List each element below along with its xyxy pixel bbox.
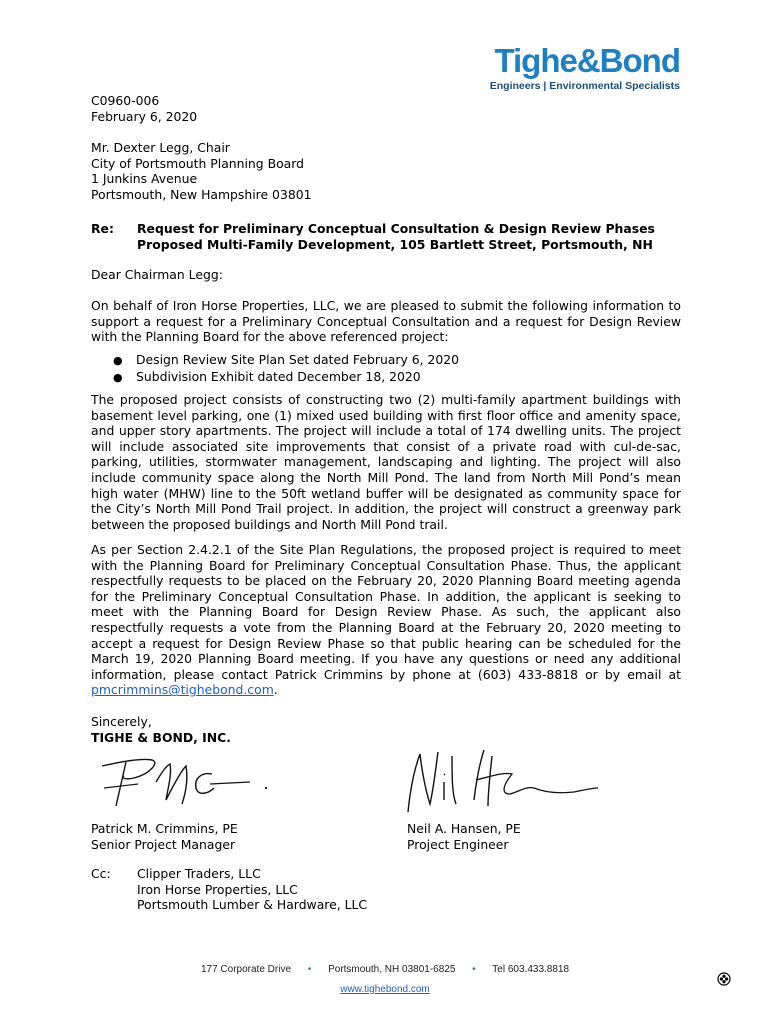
letterhead-footer [0,964,770,975]
signer-title: Project Engineer [407,836,509,852]
list-item [113,369,459,386]
intro-paragraph: On behalf of Iron Horse Properties, LLC, we are pleased to submit the following information to support a request for a Preliminary Conceptual Consultation and a request for Design Review with the Planning Board for the above referenced project: [91,298,681,345]
request-paragraph: As per Section 2.4.2.1 of the Site Plan Regulations, the proposed project is required to meet with the Planning Board for Preliminary Conceptual Consultation Phase. Thus, the applicant respectfully requests to be placed on the February 20, 2020 Planning Board meeting agenda for the Preliminary Conceptual Consultation Phase. In addition, the applicant is seeking to meet with the Planning Board for Design Review Phase. As such, the applicant also respectfully requests a vote from the Planning Board at the February 20, 2020 meeting to accept a request for Design Review Phase so that public hearing can be scheduled for the March 19, 2020 Planning Board meeting. If you have any questions or need any additional information, please contact Patrick Crimmins by phone at (603) 433-8818 or by email at pmcrimmins@tighebond.com. [91,542,681,698]
footer-phone: Tel 603.433.8818 [492,964,570,975]
list-item [113,352,459,369]
footer-separator: • [472,964,476,975]
bullet-icon: ● [113,371,123,384]
request-text: As per Section 2.4.2.1 of the Site Plan Regulations, the proposed project is required to meet with the Planning Board for Preliminary Conceptual Consultation Phase. Thus, the applicant respectfully requests to be placed on the February 20, 2020 Planning Board meeting agenda for the Preliminary Conceptual Consultation Phase. In addition, the applicant is seeking to meet with the Planning Board for Design Review Phase. As such, the applicant also respectfully requests a vote from the Planning Board at the February 20, 2020 meeting to accept a request for Design Review Phase so that public hearing can be scheduled for the March 19, 2020 Planning Board meeting. If you have any questions or need any additional information, please contact Patrick Crimmins by phone at (603) 433-8818 or by email at [91,542,681,682]
recipient-line: Portsmouth, New Hampshire 03801 [91,186,312,202]
bullet-icon: ● [113,354,123,367]
signer-name: Neil A. Hansen, PE [407,821,521,836]
logo-name: Tighe&Bond [494,42,680,79]
signer-title: Senior Project Manager [91,836,236,852]
re-line-1: Request for Preliminary Conceptual Consultation & Design Review Phases [137,221,655,236]
letter-header [91,93,197,124]
email-link[interactable]: pmcrimmins@tighebond.com [91,682,274,698]
cc-list [137,866,367,913]
recipient-line: Mr. Dexter Legg, Chair [91,140,230,155]
logo-tagline: Engineers | Environmental Specialists [489,80,680,92]
list-item-text: Subdivision Exhibit dated December 18, 2020 [136,369,421,384]
enclosure-list [113,352,459,386]
footer-separator: • [307,964,312,975]
cc-item: Iron Horse Properties, LLC [137,881,298,897]
list-item-text: Design Review Site Plan Set dated February 6, 2020 [136,352,460,367]
signature-neil-hansen [400,742,600,822]
company-name: TIGHE & BOND, INC. [91,729,231,745]
sincerely: Sincerely, [91,714,152,729]
recipient-address [91,140,311,202]
signer-name: Patrick M. Crimmins, PE [91,821,238,836]
re-label: Re: [91,221,114,236]
project-description-paragraph: The proposed project consists of constructing two (2) multi-family apartment buildings with basement level parking, one (1) mixed used building with first floor office and amenity space, and upper story apartments. The project will include a total of 174 dwelling units. The project will include associated site improvements that consist of a private road with cul-de-sac, parking, utilities, stormwater management, landscaping and lighting. The project will also include community space along the North Mill Pond. The land from North Mill Pond’s mean high water (MHW) line to the 50ft wetland buffer will be designated as community space for the City’s North Mill Pond Trail project. In addition, the project will construct a greenway park between the proposed buildings and North Mill Pond trail. [91,392,681,532]
flower-icon [717,972,731,986]
reference-number: C0960-006 [91,93,160,108]
company-logo [490,44,680,92]
cc-item: Portsmouth Lumber & Hardware, LLC [137,897,368,913]
signer-block-1 [91,821,238,852]
signer-block-2 [407,821,521,852]
footer-address: 177 Corporate Drive [200,964,292,975]
letter-date: February 6, 2020 [91,108,198,124]
signature-patrick-crimmins [90,748,280,818]
salutation: Dear Chairman Legg: [91,267,223,282]
closing [91,714,231,745]
website-link[interactable]: www.tighebond.com [340,984,430,995]
cc-item: Clipper Traders, LLC [137,866,261,881]
cc-label: Cc: [91,866,111,881]
re-line-2: Proposed Multi-Family Development, 105 Bartlett Street, Portsmouth, NH [137,236,653,252]
footer-city: Portsmouth, NH 03801-6825 [328,964,456,975]
recipient-line: City of Portsmouth Planning Board [91,155,305,171]
re-subject [137,221,655,252]
recipient-line: 1 Junkins Avenue [91,171,198,187]
